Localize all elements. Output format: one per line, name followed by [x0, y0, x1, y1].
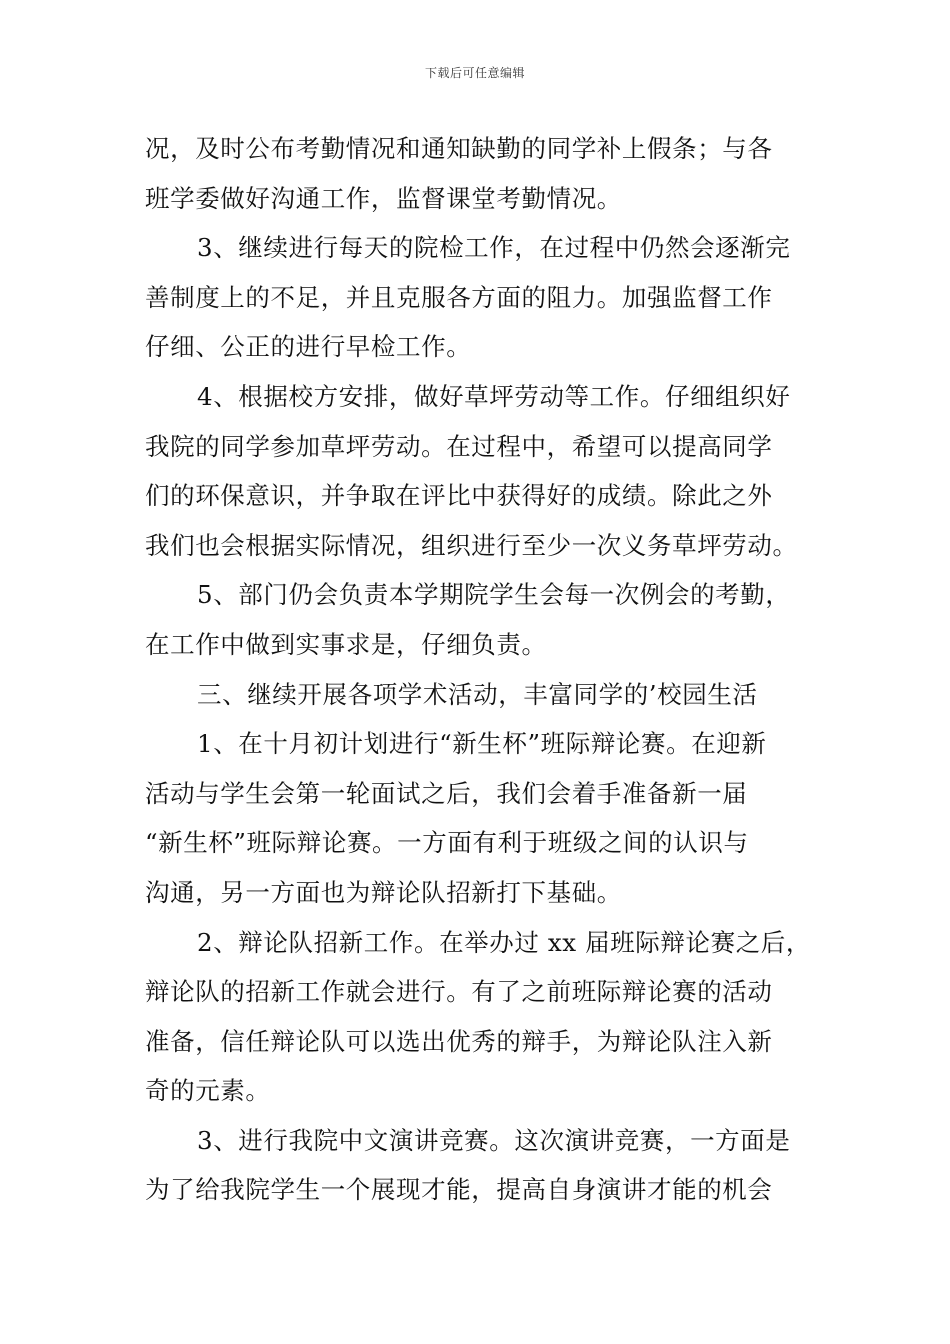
text-line: 1、在十月初计划进行“新生杯”班际辩论赛。在迎新 — [197, 729, 767, 759]
text-line: 活动与学生会第一轮面试之后，我们会着手准备新一届 — [145, 778, 748, 808]
text-line: 在工作中做到实事求是，仔细负责。 — [145, 629, 547, 659]
text-line: 为了给我院学生一个展现才能，提高自身演讲才能的机会 — [145, 1175, 773, 1205]
text-line: 们的环保意识，并争取在评比中获得好的成绩。除此之外 — [145, 481, 773, 511]
text-line: 辩论队的招新工作就会进行。有了之前班际辩论赛的活动 — [145, 977, 773, 1007]
section-heading: 三、继续开展各项学术活动，丰富同学的’校园生活 — [197, 679, 758, 709]
text-line: 善制度上的不足，并且克服各方面的阻力。加强监督工作 — [145, 282, 773, 312]
text-line: 我们也会根据实际情况，组织进行至少一次义务草坪劳动。 — [145, 530, 798, 560]
text-line: 班学委做好沟通工作，监督课堂考勤情况。 — [145, 183, 622, 213]
text-line: 沟通，另一方面也为辩论队招新打下基础。 — [145, 877, 622, 907]
text-line: 5、部门仍会负责本学期院学生会每一次例会的考勤， — [197, 580, 791, 610]
text-line: 3、继续进行每天的院检工作，在过程中仍然会逐渐完 — [197, 233, 791, 263]
text-line: 3、进行我院中文演讲竞赛。这次演讲竞赛，一方面是 — [197, 1125, 791, 1155]
document-body — [145, 124, 811, 1215]
text-line: 况，及时公布考勤情况和通知缺勤的同学补上假条；与各 — [145, 134, 773, 163]
text-line: 奇的元素。 — [145, 1076, 271, 1106]
text-line: 仔细、公正的进行早检工作。 — [145, 332, 472, 362]
text-line: 我院的同学参加草坪劳动。在过程中，希望可以提高同学 — [145, 431, 773, 461]
text-line: 4、根据校方安排，做好草坪劳动等工作。仔细组织好 — [197, 381, 791, 411]
text-line: 2、辩论队招新工作。在举办过 xx 届班际辩论赛之后， — [197, 927, 811, 957]
page-header: 下载后可任意编辑 — [424, 66, 525, 80]
text-line: 准备，信任辩论队可以选出优秀的辩手，为辩论队注入新 — [145, 1026, 773, 1056]
text-line: “新生杯”班际辩论赛。一方面有利于班级之间的认识与 — [145, 828, 749, 858]
